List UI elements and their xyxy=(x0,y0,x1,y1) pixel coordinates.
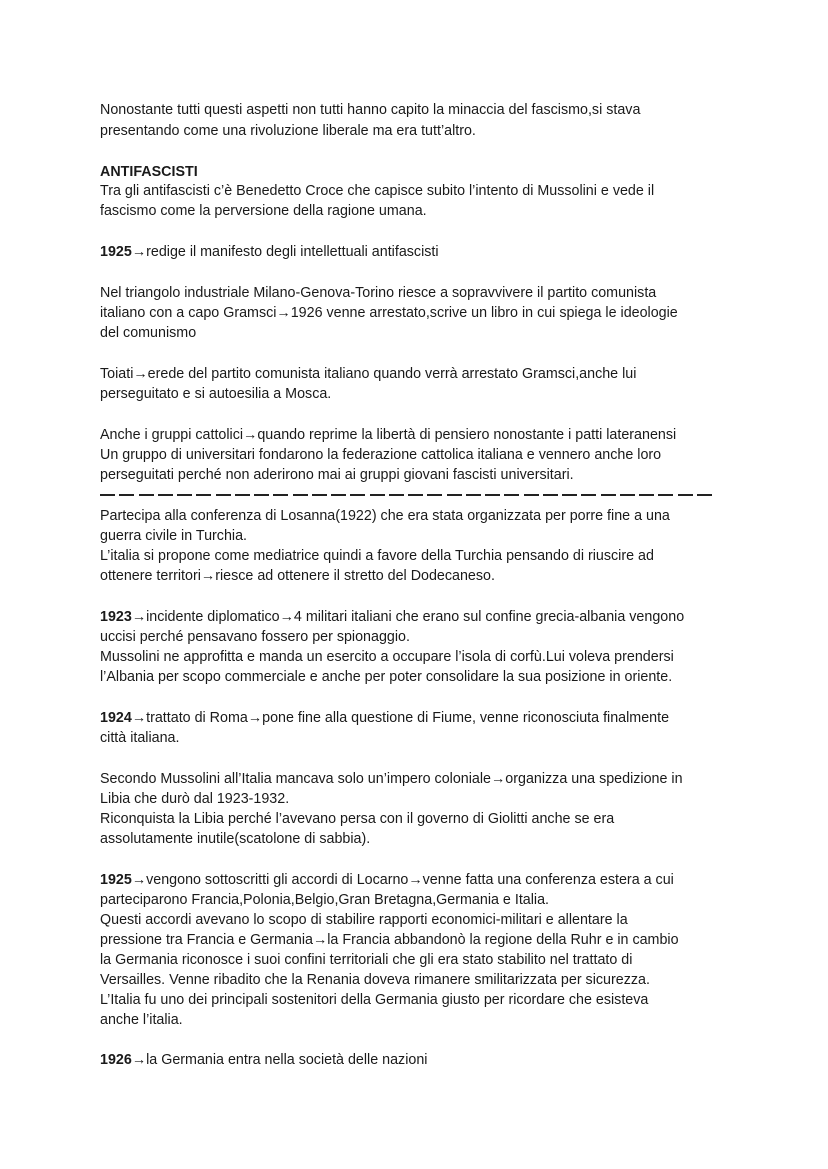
text-line: città italiana. xyxy=(100,730,180,746)
text-line: la Germania riconosce i suoi confini territoriali che gli era stato stabilito nel trattato di xyxy=(100,952,633,968)
dash xyxy=(235,494,250,496)
dash xyxy=(466,494,481,496)
year-label: 1924 xyxy=(100,710,132,726)
text-line: Tra gli antifascisti c’è Benedetto Croce che capisce subito l’intento di Mussolini e vede il xyxy=(100,183,655,199)
year-label: 1925 xyxy=(100,872,132,888)
dash xyxy=(601,494,616,496)
text-line: Libia che durò dal 1923-1932. xyxy=(100,791,290,807)
year-label: 1923 xyxy=(100,609,132,625)
section-heading: ANTIFASCISTI xyxy=(100,164,198,180)
text-line: Anche i gruppi cattolici→quando reprime la libertà di pensiero nonostante i patti lateranensi xyxy=(100,427,677,443)
dash xyxy=(485,494,500,496)
text-line: parteciparono Francia,Polonia,Belgio,Gran Bretagna,Germania e Italia. xyxy=(100,892,550,908)
dash xyxy=(408,494,423,496)
dash xyxy=(389,494,404,496)
text-line: presentando come una rivoluzione liberale ma era tutt’altro. xyxy=(100,123,476,139)
text-line: Nel triangolo industriale Milano-Genova-Torino riesce a sopravvivere il partito comunista xyxy=(100,285,657,301)
dash xyxy=(331,494,346,496)
text-line: pressione tra Francia e Germania→la Francia abbandonò la regione della Ruhr e in cambio xyxy=(100,932,679,948)
text-line: L’Italia fu uno dei principali sostenitori della Germania giusto per ricordare che esisteva xyxy=(100,992,649,1008)
dash xyxy=(581,494,596,496)
dash xyxy=(447,494,462,496)
dash xyxy=(312,494,327,496)
text-line: 1923→incidente diplomatico→4 militari italiani che erano sul confine grecia-albania vengono xyxy=(100,609,685,625)
text-line: ottenere territori→riesce ad ottenere il stretto del Dodecaneso. xyxy=(100,568,495,584)
dash xyxy=(639,494,654,496)
text-line: l’Albania per scopo commerciale e anche per poter consolidare la sua posizione in oriente. xyxy=(100,669,673,685)
text-line: Un gruppo di universitari fondarono la federazione cattolica italiana e vennero anche loro xyxy=(100,447,662,463)
dash xyxy=(216,494,231,496)
text-line: Toiati→erede del partito comunista italiano quando verrà arrestato Gramsci,anche lui xyxy=(100,366,637,382)
dash xyxy=(370,494,385,496)
dash xyxy=(100,494,115,496)
text-line: Mussolini ne approfitta e manda un esercito a occupare l’isola di corfù.Lui voleva prendersi xyxy=(100,649,674,665)
dash xyxy=(350,494,365,496)
dash xyxy=(427,494,442,496)
text-line: 1925→redige il manifesto degli intellettuali antifascisti xyxy=(100,244,439,260)
text-line: uccisi perché pensavano fossero per spionaggio. xyxy=(100,629,410,645)
dash xyxy=(119,494,134,496)
text-line: Nonostante tutti questi aspetti non tutti hanno capito la minaccia del fascismo,si stava xyxy=(100,102,641,118)
text-line: 1924→trattato di Roma→pone fine alla questione di Fiume, venne riconosciuta finalmente xyxy=(100,710,670,726)
dash xyxy=(293,494,308,496)
dash xyxy=(158,494,173,496)
dash xyxy=(562,494,577,496)
text-line: del comunismo xyxy=(100,325,197,341)
year-label: 1925 xyxy=(100,244,132,260)
text-line: perseguitato e si autoesilia a Mosca. xyxy=(100,386,332,402)
text-line: 1925→vengono sottoscritti gli accordi di Locarno→venne fatta una conferenza estera a cui xyxy=(100,872,674,888)
text-line: guerra civile in Turchia. xyxy=(100,528,248,544)
dashed-separator xyxy=(100,494,712,497)
dash xyxy=(543,494,558,496)
text-line: L’italia si propone come mediatrice quindi a favore della Turchia pensando di riuscire ad xyxy=(100,548,654,564)
dash xyxy=(524,494,539,496)
dash xyxy=(273,494,288,496)
text-line: italiano con a capo Gramsci→1926 venne arrestato,scrive un libro in cui spiega le ideologie xyxy=(100,305,678,321)
text-line: Riconquista la Libia perché l’avevano persa con il governo di Giolitti anche se era xyxy=(100,811,615,827)
text-line: 1926→la Germania entra nella società delle nazioni xyxy=(100,1052,428,1068)
text-line: Questi accordi avevano lo scopo di stabilire rapporti economici-militari e allentare la xyxy=(100,912,628,928)
dash xyxy=(658,494,673,496)
text-line: anche l’italia. xyxy=(100,1012,183,1028)
dash xyxy=(504,494,519,496)
dash xyxy=(254,494,269,496)
text-line: Versailles. Venne ribadito che la Renania doveva rimanere smilitarizzata per sicurezza. xyxy=(100,972,650,988)
dash xyxy=(697,494,712,496)
dash xyxy=(678,494,693,496)
dash xyxy=(177,494,192,496)
text-line: fascismo come la perversione della ragione umana. xyxy=(100,203,427,219)
dash xyxy=(620,494,635,496)
text-line: Partecipa alla conferenza di Losanna(1922) che era stata organizzata per porre fine a una xyxy=(100,508,670,524)
text-line: Secondo Mussolini all’Italia mancava solo un’impero coloniale→organizza una spedizione in xyxy=(100,771,683,787)
dash xyxy=(196,494,211,496)
year-label: 1926 xyxy=(100,1052,132,1068)
dash xyxy=(139,494,154,496)
text-line: assolutamente inutile(scatolone di sabbia). xyxy=(100,831,371,847)
text-line: perseguitati perché non aderirono mai ai gruppi giovani fascisti universitari. xyxy=(100,467,574,483)
